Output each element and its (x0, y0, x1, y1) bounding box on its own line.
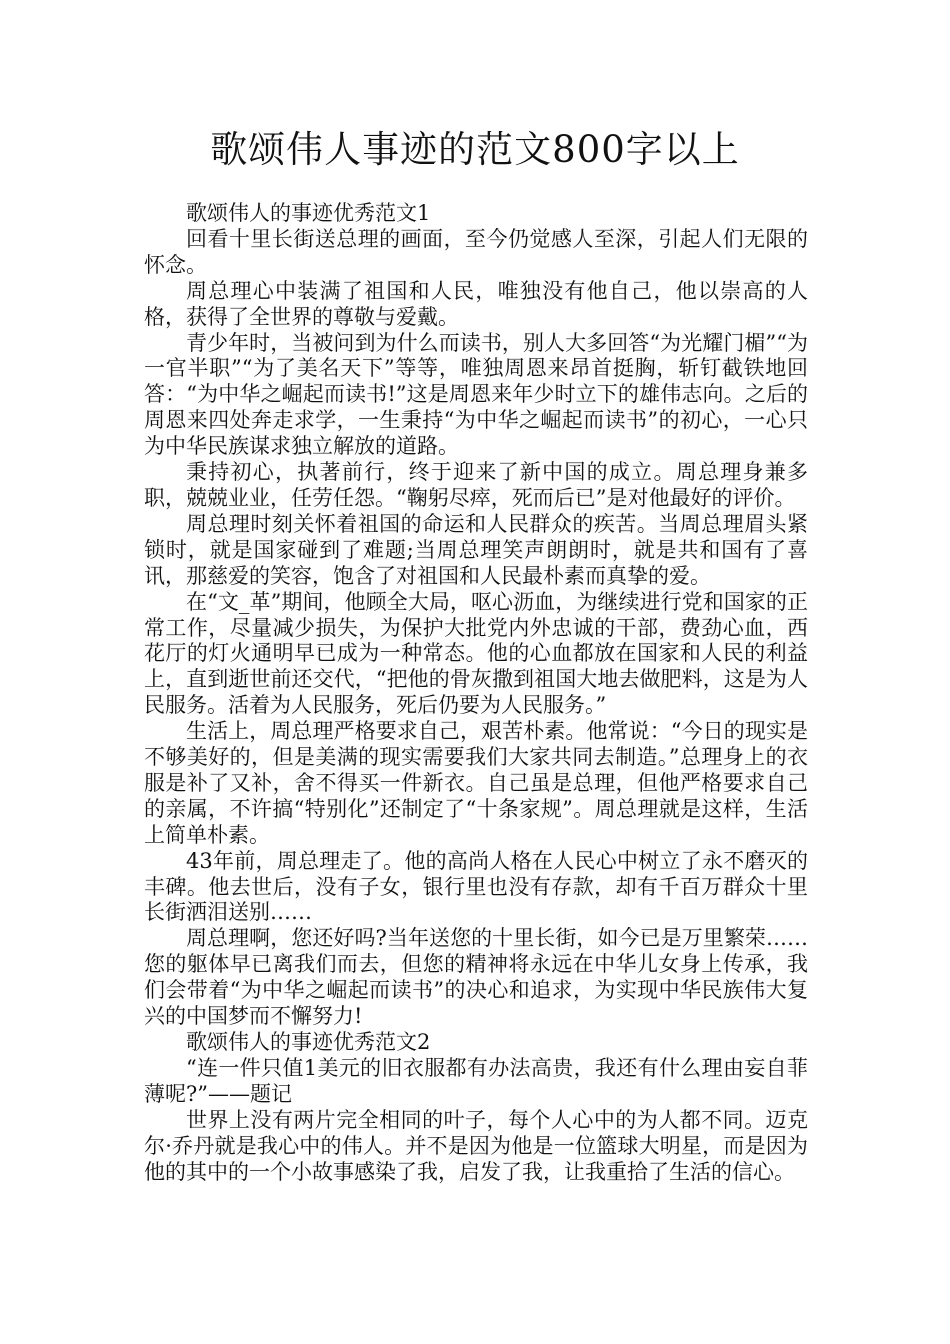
paragraph: 在“文_革”期间，他顾全大局，呕心沥血，为继续进行党和国家的正常工作，尽量减少损失，为保护大批党内外忠诚的干部，费劲心血，西花厅的灯火通明早已成为一种常态。他的心血都放在国家和人民的利益上，直到逝世前还交代，“把他的骨灰撒到祖国大地去做肥料，这是为人民服务。活着为人民服务，死后仍要为人民服务。” (144, 589, 808, 718)
paragraph: 周总理心中装满了祖国和人民，唯独没有他自己，他以崇高的人格，获得了全世界的尊敬与爱戴。 (144, 278, 808, 329)
section-heading-2: 歌颂伟人的事迹优秀范文2 (186, 1030, 431, 1054)
document-body (144, 201, 808, 1185)
paragraph: 生活上，周总理严格要求自己，艰苦朴素。他常说：“今日的现实是不够美好的，但是美满的现实需要我们大家共同去制造。”总理身上的衣服是补了又补，舍不得买一件新衣。自己虽是总理，但他严格要求自己的亲属，不许搞“特别化”还制定了“十条家规”。周总理就是这样，生活上简单朴素。 (144, 719, 808, 847)
paragraph: 43年前，周总理走了。他的高尚人格在人民心中树立了永不磨灭的丰碑。他去世后，没有子女，银行里也没有存款，却有千百万群众十里长街洒泪送别…… (144, 848, 808, 925)
section-heading-1: 歌颂伟人的事迹优秀范文1 (186, 201, 431, 225)
paragraph: 秉持初心，执著前行，终于迎来了新中国的成立。周总理身兼多职，兢兢业业，任劳任怨。“鞠躬尽瘁，死而后已”是对他最好的评价。 (144, 460, 808, 510)
paragraph: 青少年时，当被问到为什么而读书，别人大多回答“为光耀门楣”“为一官半职”“为了美名天下”等等，唯独周恩来昂首挺胸，斩钉截铁地回答：“为中华之崛起而读书!”这是周恩来年少时立下的雄伟志向。之后的周恩来四处奔走求学，一生秉持“为中华之崛起而读书”的初心，一心只为中华民族谋求独立解放的道路。 (144, 330, 808, 459)
paragraph: 周总理时刻关怀着祖国的命运和人民群众的疾苦。当周总理眉头紧锁时，就是国家碰到了难题;当周总理笑声朗朗时，就是共和国有了喜讯，那慈爱的笑容，饱含了对祖国和人民最朴素而真挚的爱。 (144, 511, 808, 588)
paragraph: “连一件只值1美元的旧衣服都有办法高贵，我还有什么理由妄自菲薄呢?”——题记 (144, 1055, 808, 1106)
paragraph: 回看十里长街送总理的画面，至今仍觉感人至深，引起人们无限的怀念。 (144, 226, 808, 277)
document-title: 歌颂伟人事迹的范文800字以上 (210, 128, 740, 171)
paragraph: 世界上没有两片完全相同的叶子，每个人心中的为人都不同。迈克尔·乔丹就是我心中的伟人。并不是因为他是一位篮球大明星，而是因为他的其中的一个小故事感染了我，启发了我，让我重拾了生活的信心。 (144, 1107, 808, 1184)
paragraph: 周总理啊，您还好吗?当年送您的十里长街，如今已是万里繁荣……您的躯体早已离我们而去，但您的精神将永远在中华儿女身上传承，我们会带着“为中华之崛起而读书”的决心和追求，为实现中华民族伟大复兴的中国梦而不懈努力! (144, 926, 808, 1029)
